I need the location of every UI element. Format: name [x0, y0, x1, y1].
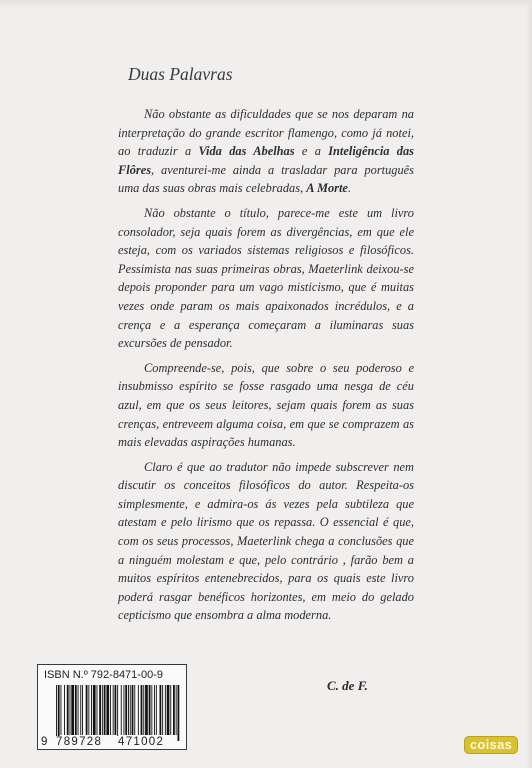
signature: C. de F.	[327, 678, 368, 693]
paragraph-4: Claro é que ao tradutor não impede subscrever nem discutir os conceitos filosóficos do autor. Respeita-os simplesmente, e admira-os ás vezes pela subtileza que atestam e pelo lirismo que os repassa. O essencial é que, com os seus processos, Maeterlink chega a conclusões que a ninguém molestam e que, pelo contrário , farão bem a muitos espíritos entenebrecidos, para os quais este livro poderá rasgar benéficos horizontes, em meio do gelado cepticismo que ensombra a alma moderna.	[118, 459, 414, 623]
barcode-digit-first: 9	[41, 736, 49, 748]
isbn-barcode-sticker	[37, 664, 187, 750]
paragraph-1-text-b: e a	[294, 144, 329, 159]
paragraph-1-text-d: .	[347, 181, 352, 196]
page-edge-shadow	[0, 0, 532, 8]
paragraph-3: Compreende-se, pois, que sobre o seu poderoso e insubmisso espírito se fosse rasgado uma nesga de céu azul, em que os seus leitores, sejam quais forem as suas crenças, entreveem alguma coisa, em que se comprazem as mais elevadas aspirações humanas.	[118, 360, 414, 450]
publisher-logo: coisas	[464, 736, 518, 754]
barcode-icon	[56, 685, 180, 741]
paragraph-1	[118, 105, 414, 198]
paragraph-1-text-c: , aventurei-me ainda a trasladar para português uma das suas obras mais celebradas,	[118, 162, 414, 196]
barcode-digits-left: 789728	[56, 736, 103, 748]
foreword-text	[118, 105, 414, 625]
paragraph-1-text-a: Não obstante as dificuldades que se nos deparam na interpretação do grande escritor flamengo, como já notei, ao traduzir a	[118, 107, 414, 159]
barcode-digits-right: 471002	[118, 736, 165, 748]
page-edge-shadow-right	[526, 0, 532, 768]
book-title-vida-das-abelhas: Vida das Abelhas	[198, 144, 295, 159]
book-title-a-morte: A Morte	[306, 181, 348, 196]
book-title-inteligencia-das-flores: Inteligência das Flôres	[118, 144, 415, 177]
page-title: Duas Palavras	[128, 64, 233, 84]
isbn-number: ISBN N.º 792-8471-00-9	[44, 669, 163, 681]
paragraph-2: Não obstante o título, parece-me este um livro consolador, seja quais forem as divergências, em que ele esteja, com os variados sistemas religiosos e filosóficos. Pessimista nas suas primeiras obras, Maeterlink deixou-se depois proponder para um vago misticismo, que é muitas vezes onde param os mais apaixonados incrédulos, e a crença e a esperança começaram a iluminaras suas excursões de pensador.	[118, 205, 414, 351]
